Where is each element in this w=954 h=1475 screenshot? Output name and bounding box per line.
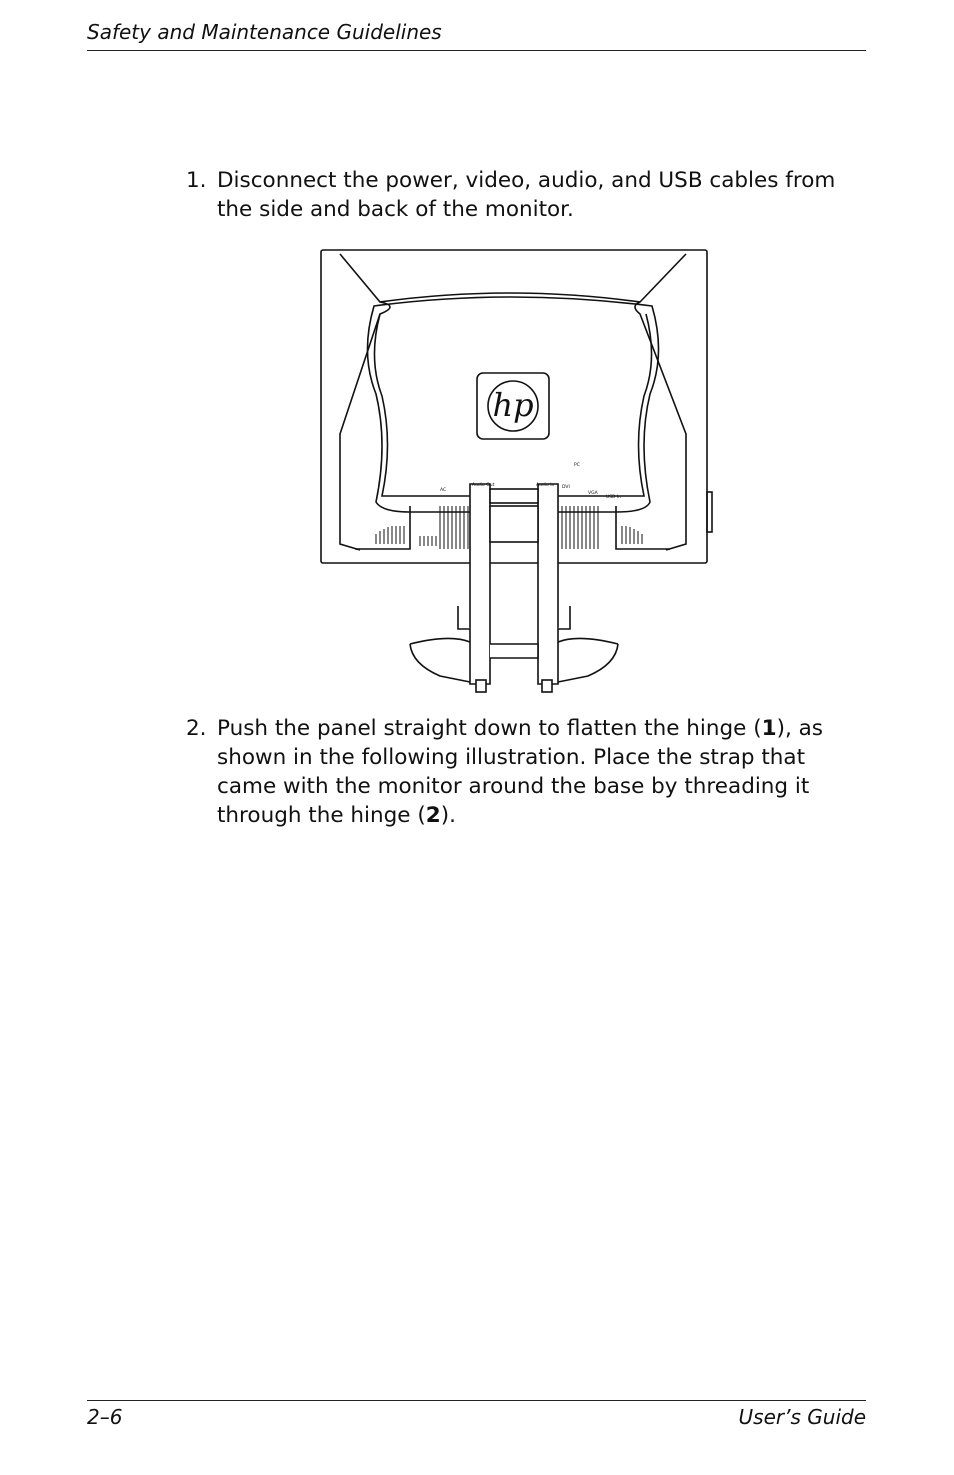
step-1-number: 1. (186, 168, 207, 193)
hinge-callout-1: 1 (761, 716, 777, 741)
monitor-rear-drawing (300, 244, 720, 702)
port-label-audio-in: Audio In (536, 483, 555, 488)
port-label-pc: PC (574, 463, 580, 468)
step-2-text-after: ). (440, 803, 456, 828)
hinge-callout-2: 2 (425, 803, 441, 828)
page-number: 2–6 (87, 1405, 123, 1429)
step-2-text (217, 714, 867, 830)
step-2-text-middle: ), as shown in the following illustration. Place the strap that came with the monitor around the base by threading it through the hinge ( (217, 716, 824, 828)
port-label-audio-out: Audio Out (472, 483, 495, 488)
step-1-text: Disconnect the power, video, audio, and USB cables from the side and back of the monitor. (217, 168, 836, 222)
page-header (87, 18, 866, 51)
step-2-number: 2. (186, 716, 207, 741)
hp-logo: hp (492, 386, 534, 424)
page-footer (87, 1400, 866, 1435)
port-label-dvi: DVI (562, 485, 570, 490)
header-title: Safety and Maintenance Guidelines (87, 20, 442, 44)
step-2-text-before: Push the panel straight down to flatten the hinge ( (217, 716, 762, 741)
port-label-usb-in: USB In (606, 495, 621, 500)
monitor-rear-illustration (300, 244, 720, 702)
port-label-vga: VGA (588, 491, 598, 496)
guide-title: User’s Guide (738, 1405, 866, 1429)
port-label-ac: AC (440, 488, 447, 493)
